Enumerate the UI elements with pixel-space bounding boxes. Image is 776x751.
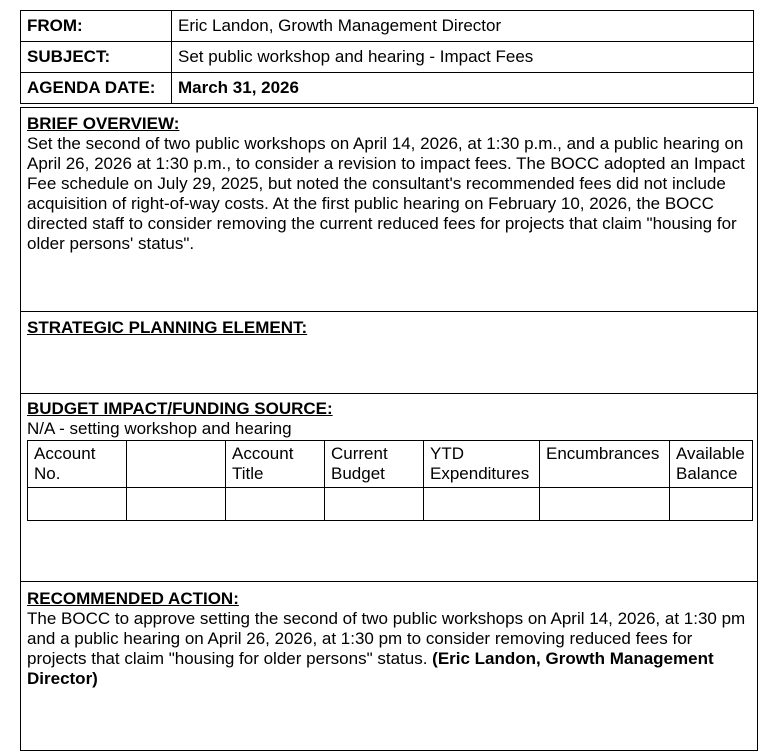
budget-cell [226, 488, 325, 521]
budget-table [27, 440, 753, 521]
recommended-signature: (Eric Landon, Growth Management Director) [27, 649, 714, 688]
overview-text: Set the second of two public workshops on April 14, 2026, at 1:30 p.m., and a public hearing on April 26, 2026 at 1:30 p.m., to consider a revision to impact fees. The BOCC adopted an Impact Fee schedule on July 29, 2025, but noted the consultant's recommended fees did not include acquisition of right-of-way costs. At the first public hearing on February 10, 2026, the BOCC directed staff to consider removing the current reduced fees for projects that claim "housing for older persons' status". [27, 134, 745, 253]
recommended-title: RECOMMENDED ACTION: [27, 589, 239, 608]
header-table [20, 10, 754, 104]
col-blank [127, 441, 226, 488]
budget-cell [28, 488, 127, 521]
budget-cell [540, 488, 670, 521]
budget-section [20, 393, 758, 582]
agenda-label: AGENDA DATE: [21, 73, 172, 104]
from-value: Eric Landon, Growth Management Director [172, 11, 754, 42]
subject-label: SUBJECT: [21, 42, 172, 73]
col-encumbrances: Encumbrances [540, 441, 670, 488]
strategic-section [20, 311, 758, 394]
from-label: FROM: [21, 11, 172, 42]
overview-section [20, 107, 758, 312]
col-available-balance: Available Balance [670, 441, 753, 488]
budget-header-row [28, 441, 753, 488]
col-account-title: Account Title [226, 441, 325, 488]
strategic-title: STRATEGIC PLANNING ELEMENT: [27, 318, 308, 337]
budget-note: N/A - setting workshop and hearing [27, 419, 292, 438]
budget-title: BUDGET IMPACT/FUNDING SOURCE: [27, 399, 333, 418]
subject-value: Set public workshop and hearing - Impact Fees [172, 42, 754, 73]
subject-row [21, 42, 754, 73]
col-account-no: Account No. [28, 441, 127, 488]
agenda-value: March 31, 2026 [172, 73, 754, 104]
agenda-row [21, 73, 754, 104]
budget-cell [424, 488, 540, 521]
recommended-body: The BOCC to approve setting the second of two public workshops on April 14, 2026, at 1:30 pm and a public hearing on April 26, 2026, at 1:30 pm to consider removing reduced fees for projects that claim "housing for older persons" status. [27, 609, 746, 668]
from-row [21, 11, 754, 42]
overview-title: BRIEF OVERVIEW: [27, 114, 180, 133]
budget-cell [670, 488, 753, 521]
budget-cell [127, 488, 226, 521]
budget-cell [325, 488, 424, 521]
recommended-section [20, 581, 758, 751]
recommended-text [27, 609, 751, 689]
budget-empty-row [28, 488, 753, 521]
col-current-budget: Current Budget [325, 441, 424, 488]
col-ytd-expenditures: YTD Expenditures [424, 441, 540, 488]
